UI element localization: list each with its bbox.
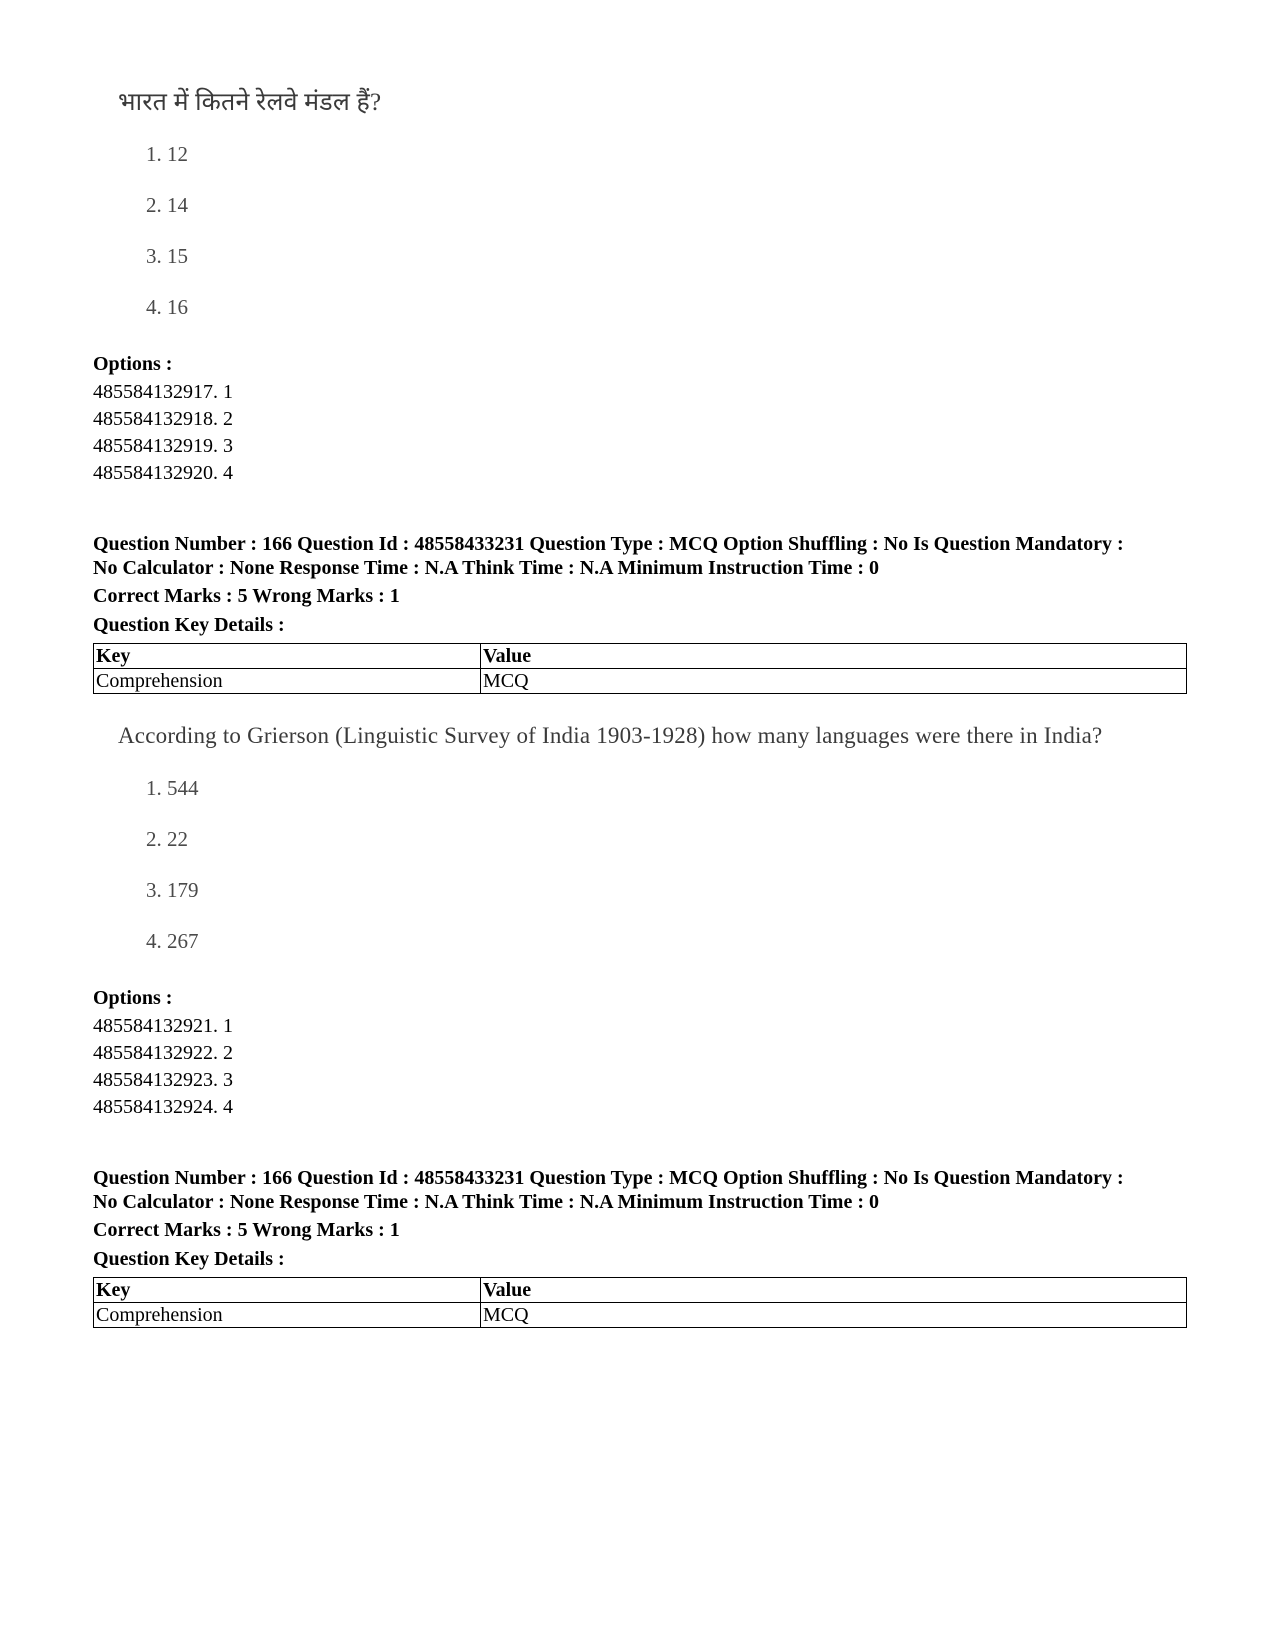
key-details-label: Question Key Details : [93, 1248, 285, 1270]
choice-item: 3. 15 [146, 244, 188, 268]
table-header-value: Value [481, 644, 1187, 669]
table-header-row [94, 1278, 1187, 1303]
choice-item: 2. 14 [146, 193, 188, 217]
table-cell-key: Comprehension [94, 669, 481, 694]
question-meta-line2: No Calculator : None Response Time : N.A Think Time : N.A Minimum Instruction Time : 0 [93, 557, 879, 579]
table-header-key: Key [94, 1278, 481, 1303]
table-cell-key: Comprehension [94, 1303, 481, 1328]
question-text-hindi: भारत में कितने रेलवे मंडल हैं? [118, 89, 382, 116]
choice-item: 3. 179 [146, 878, 199, 902]
question-text-english: According to Grierson (Linguistic Survey of India 1903-1928) how many languages were there in India? [118, 723, 1103, 748]
option-line: 485584132924. 4 [93, 1096, 233, 1118]
option-line: 485584132923. 3 [93, 1069, 233, 1091]
key-details-table [93, 643, 1187, 694]
table-cell-value: MCQ [481, 1303, 1187, 1328]
choice-item: 4. 16 [146, 295, 188, 319]
table-cell-value: MCQ [481, 669, 1187, 694]
table-row [94, 669, 1187, 694]
option-line: 485584132921. 1 [93, 1015, 233, 1037]
table-header-value: Value [481, 1278, 1187, 1303]
option-line: 485584132922. 2 [93, 1042, 233, 1064]
question-meta-line2: No Calculator : None Response Time : N.A Think Time : N.A Minimum Instruction Time : 0 [93, 1191, 879, 1213]
table-header-row [94, 644, 1187, 669]
option-line: 485584132918. 2 [93, 408, 233, 430]
key-details-table [93, 1277, 1187, 1328]
choice-item: 1. 544 [146, 776, 199, 800]
table-header-key: Key [94, 644, 481, 669]
question-marks: Correct Marks : 5 Wrong Marks : 1 [93, 1219, 400, 1241]
option-line: 485584132919. 3 [93, 435, 233, 457]
question-marks: Correct Marks : 5 Wrong Marks : 1 [93, 585, 400, 607]
question-meta-line1: Question Number : 166 Question Id : 48558433231 Question Type : MCQ Option Shuffling : No Is Question Mandatory : [93, 533, 1124, 555]
table-row [94, 1303, 1187, 1328]
option-line: 485584132920. 4 [93, 462, 233, 484]
choice-item: 4. 267 [146, 929, 199, 953]
choice-item: 1. 12 [146, 142, 188, 166]
option-line: 485584132917. 1 [93, 381, 233, 403]
question-meta-line1: Question Number : 166 Question Id : 48558433231 Question Type : MCQ Option Shuffling : No Is Question Mandatory : [93, 1167, 1124, 1189]
options-label: Options : [93, 987, 173, 1009]
key-details-label: Question Key Details : [93, 614, 285, 636]
options-label: Options : [93, 353, 173, 375]
choice-item: 2. 22 [146, 827, 188, 851]
